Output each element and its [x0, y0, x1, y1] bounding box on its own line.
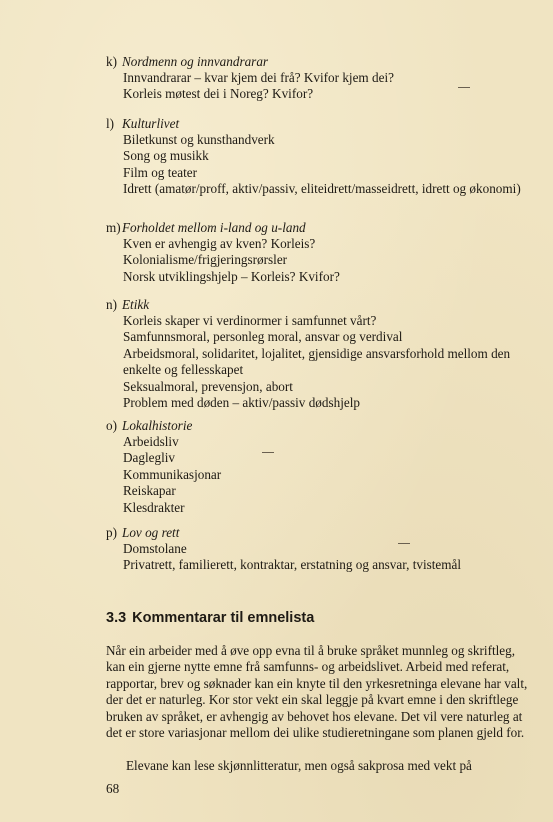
list-item: Innvandrarar – kvar kjem dei frå? Kvifor kjem dei?	[123, 70, 394, 85]
section-heading-3-3	[106, 610, 314, 626]
heading-text: Kommentarar til emnelista	[132, 610, 315, 626]
section-heading	[106, 220, 526, 236]
section-items	[106, 132, 528, 198]
section-heading	[106, 297, 526, 313]
section-letter: m)	[106, 220, 121, 235]
list-item: Arbeidsmoral, solidaritet, lojalitet, gjensidige ansvarsforhold mellom den enkelte og fellesskapet	[123, 345, 511, 378]
list-item: Kolonialisme/frigjeringsrørsler	[123, 252, 288, 268]
page-number: 68	[106, 781, 120, 796]
heading-number: 3.3	[106, 610, 127, 626]
list-item: Reiskapar	[123, 483, 176, 499]
section-items	[106, 541, 526, 574]
body-paragraph: Når ein arbeider med å øve opp evna til å bruke språket munnleg og skriftleg, kan ein gjerne nytte emne frå samfunns- og arbeidslivet. Arbeid med referat, rapportar, brev og søknader kan ein knyte til den yrkesretninga elevane har valt, der det er naturleg. Kor stor vekt ein skal leggje på kvart emne i den skriftlege bruken av språket, er avhengig av behovet hos elevane. Det vil vere naturleg at det er store variasjonar mellom dei ulike studieretningane som planen gjeld for.	[106, 643, 528, 741]
list-item: Norsk utviklingshjelp – Korleis? Kvifor?	[123, 268, 340, 284]
list-item: Arbeidsliv	[123, 434, 179, 449]
list-item: Domstolane	[123, 541, 187, 556]
section-letter: o)	[106, 418, 117, 433]
stray-mark	[262, 452, 274, 453]
section-letter: k)	[106, 54, 117, 69]
section-n	[106, 297, 526, 411]
section-title: Lov og rett	[122, 525, 180, 540]
list-item: Seksualmoral, prevensjon, abort	[123, 378, 293, 394]
list-item: Problem med døden – aktiv/passiv dødshjelp	[123, 395, 360, 411]
section-items	[106, 313, 518, 411]
list-item: Korleis skaper vi verdinormer i samfunnet vårt?	[123, 313, 377, 328]
section-l	[106, 116, 526, 198]
list-item: Privatrett, familierett, kontraktar, erstatning og ansvar, tvistemål	[123, 557, 462, 573]
list-item: Biletkunst og kunsthandverk	[123, 132, 275, 147]
body-paragraph: Elevane kan lese skjønnlitteratur, men også sakprosa med vekt på	[126, 758, 472, 773]
section-letter: n)	[106, 297, 117, 312]
section-title: Lokalhistorie	[122, 418, 193, 433]
list-item: Idrett (amatør/proff, aktiv/passiv, eliteidrett/masseidrett, idrett og økonomi)	[123, 181, 521, 197]
list-item: Kommunikasjonar	[123, 466, 222, 482]
section-heading	[106, 54, 526, 70]
section-m	[106, 220, 526, 285]
section-heading	[106, 525, 526, 541]
list-item: Film og teater	[123, 164, 197, 180]
section-heading	[106, 116, 526, 132]
stray-mark	[458, 87, 470, 88]
list-item: Daglegliv	[123, 450, 176, 466]
list-item: Korleis møtest dei i Noreg? Kvifor?	[123, 86, 314, 102]
section-items	[106, 434, 526, 516]
section-k	[106, 54, 526, 103]
section-items	[106, 236, 526, 285]
stray-mark	[398, 543, 410, 544]
section-title: Nordmenn og innvandrarar	[122, 54, 269, 69]
list-item: Klesdrakter	[123, 499, 185, 515]
list-item: Samfunnsmoral, personleg moral, ansvar og verdival	[123, 329, 403, 345]
section-o	[106, 418, 526, 516]
section-title: Etikk	[122, 297, 150, 312]
section-heading	[106, 418, 526, 434]
section-title: Kulturlivet	[122, 116, 180, 131]
list-item: Song og musikk	[123, 148, 209, 164]
section-letter: p)	[106, 525, 117, 540]
section-p	[106, 525, 526, 574]
section-title: Forholdet mellom i-land og u-land	[122, 220, 306, 235]
section-letter: l)	[106, 116, 115, 131]
list-item: Kven er avhengig av kven? Korleis?	[123, 236, 316, 251]
